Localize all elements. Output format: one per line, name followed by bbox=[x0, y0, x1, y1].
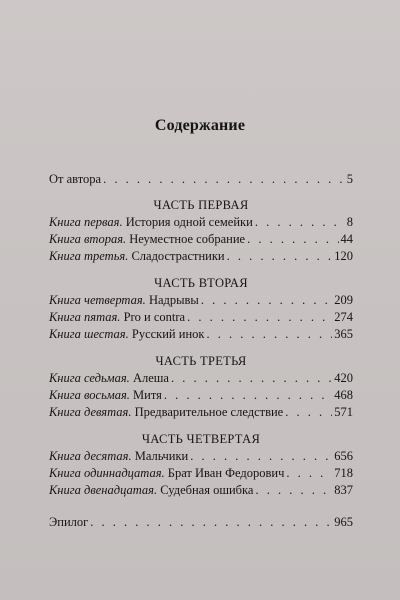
entry-title: История одной семейки bbox=[125, 215, 253, 229]
entry-title: Митя bbox=[133, 388, 162, 402]
toc-entry[interactable] bbox=[49, 448, 353, 465]
part-heading: ЧАСТЬ ЧЕТВЕРТАЯ bbox=[141, 432, 261, 446]
book-label: Книга пятая. bbox=[49, 310, 121, 324]
entry-title: Алеша bbox=[132, 371, 169, 385]
page-number: 837 bbox=[334, 483, 353, 497]
toc-entry-epilogue[interactable] bbox=[49, 514, 353, 531]
book-label: Книга третья. bbox=[49, 249, 129, 263]
part-heading: ЧАСТЬ ТРЕТЬЯ bbox=[155, 354, 247, 368]
page-number: 571 bbox=[334, 405, 353, 419]
dot-leader bbox=[90, 514, 332, 531]
toc-entry[interactable] bbox=[49, 465, 353, 482]
book-label: Книга десятая. bbox=[49, 449, 132, 463]
book-label: Книга четвертая. bbox=[49, 293, 146, 307]
page-number: 274 bbox=[334, 310, 353, 324]
entry-title: Русский инок bbox=[131, 327, 205, 341]
toc-entry[interactable] bbox=[49, 292, 353, 309]
dot-leader bbox=[201, 292, 332, 309]
toc-entry[interactable] bbox=[49, 404, 353, 421]
dot-leader bbox=[286, 465, 332, 482]
entry-title: Неуместное собрание bbox=[129, 232, 246, 246]
book-label: Книга одиннадцатая. bbox=[49, 466, 165, 480]
page-number: 44 bbox=[340, 232, 353, 246]
toc-entry[interactable] bbox=[49, 309, 353, 326]
dot-leader bbox=[285, 404, 332, 421]
entry-title: Эпилог bbox=[49, 515, 89, 529]
dot-leader bbox=[255, 482, 332, 499]
toc-entry-preface[interactable] bbox=[49, 171, 353, 188]
entry-title: Pro и contra bbox=[123, 310, 186, 324]
show-through-line bbox=[100, 47, 300, 57]
toc-entry[interactable] bbox=[49, 482, 353, 499]
toc-entry[interactable] bbox=[49, 370, 353, 387]
dot-leader bbox=[255, 214, 345, 231]
page-number: 5 bbox=[346, 172, 353, 186]
page-number: 420 bbox=[334, 371, 353, 385]
page-number: 965 bbox=[334, 515, 353, 529]
book-label: Книга седьмая. bbox=[49, 371, 130, 385]
page-number: 656 bbox=[334, 449, 353, 463]
book-label: Книга двенадцатая. bbox=[49, 483, 158, 497]
page-number: 468 bbox=[334, 388, 353, 402]
toc-entry[interactable] bbox=[49, 387, 353, 404]
page-number: 209 bbox=[334, 293, 353, 307]
page-title: Содержание bbox=[154, 117, 246, 134]
table-of-contents bbox=[49, 171, 353, 531]
toc-entry[interactable] bbox=[49, 248, 353, 265]
book-label: Книга девятая. bbox=[49, 405, 132, 419]
entry-title: Брат Иван Федорович bbox=[167, 466, 285, 480]
book-label: Книга шестая. bbox=[49, 327, 129, 341]
entry-title: Судебная ошибка bbox=[160, 483, 254, 497]
dot-leader bbox=[190, 448, 332, 465]
entry-title: От автора bbox=[49, 172, 102, 186]
toc-entry[interactable] bbox=[49, 326, 353, 343]
book-label: Книга вторая. bbox=[49, 232, 127, 246]
page-number: 365 bbox=[334, 327, 353, 341]
dot-leader bbox=[206, 326, 332, 343]
toc-entry[interactable] bbox=[49, 231, 353, 248]
entry-title: Сладострастники bbox=[131, 249, 225, 263]
page-number: 8 bbox=[346, 215, 353, 229]
entry-title: Предварительное следствие bbox=[134, 405, 284, 419]
dot-leader bbox=[103, 171, 345, 188]
book-label: Книга первая. bbox=[49, 215, 123, 229]
page-number: 120 bbox=[334, 249, 353, 263]
entry-title: Надрывы bbox=[148, 293, 199, 307]
book-label: Книга восьмая. bbox=[49, 388, 130, 402]
dot-leader bbox=[171, 370, 332, 387]
dot-leader bbox=[164, 387, 332, 404]
page-number: 718 bbox=[334, 466, 353, 480]
dot-leader bbox=[247, 231, 338, 248]
toc-entry[interactable] bbox=[49, 214, 353, 231]
dot-leader bbox=[187, 309, 332, 326]
part-heading: ЧАСТЬ ВТОРАЯ bbox=[154, 276, 248, 290]
part-heading: ЧАСТЬ ПЕРВАЯ bbox=[153, 198, 249, 212]
entry-title: Мальчики bbox=[134, 449, 189, 463]
dot-leader bbox=[227, 248, 333, 265]
